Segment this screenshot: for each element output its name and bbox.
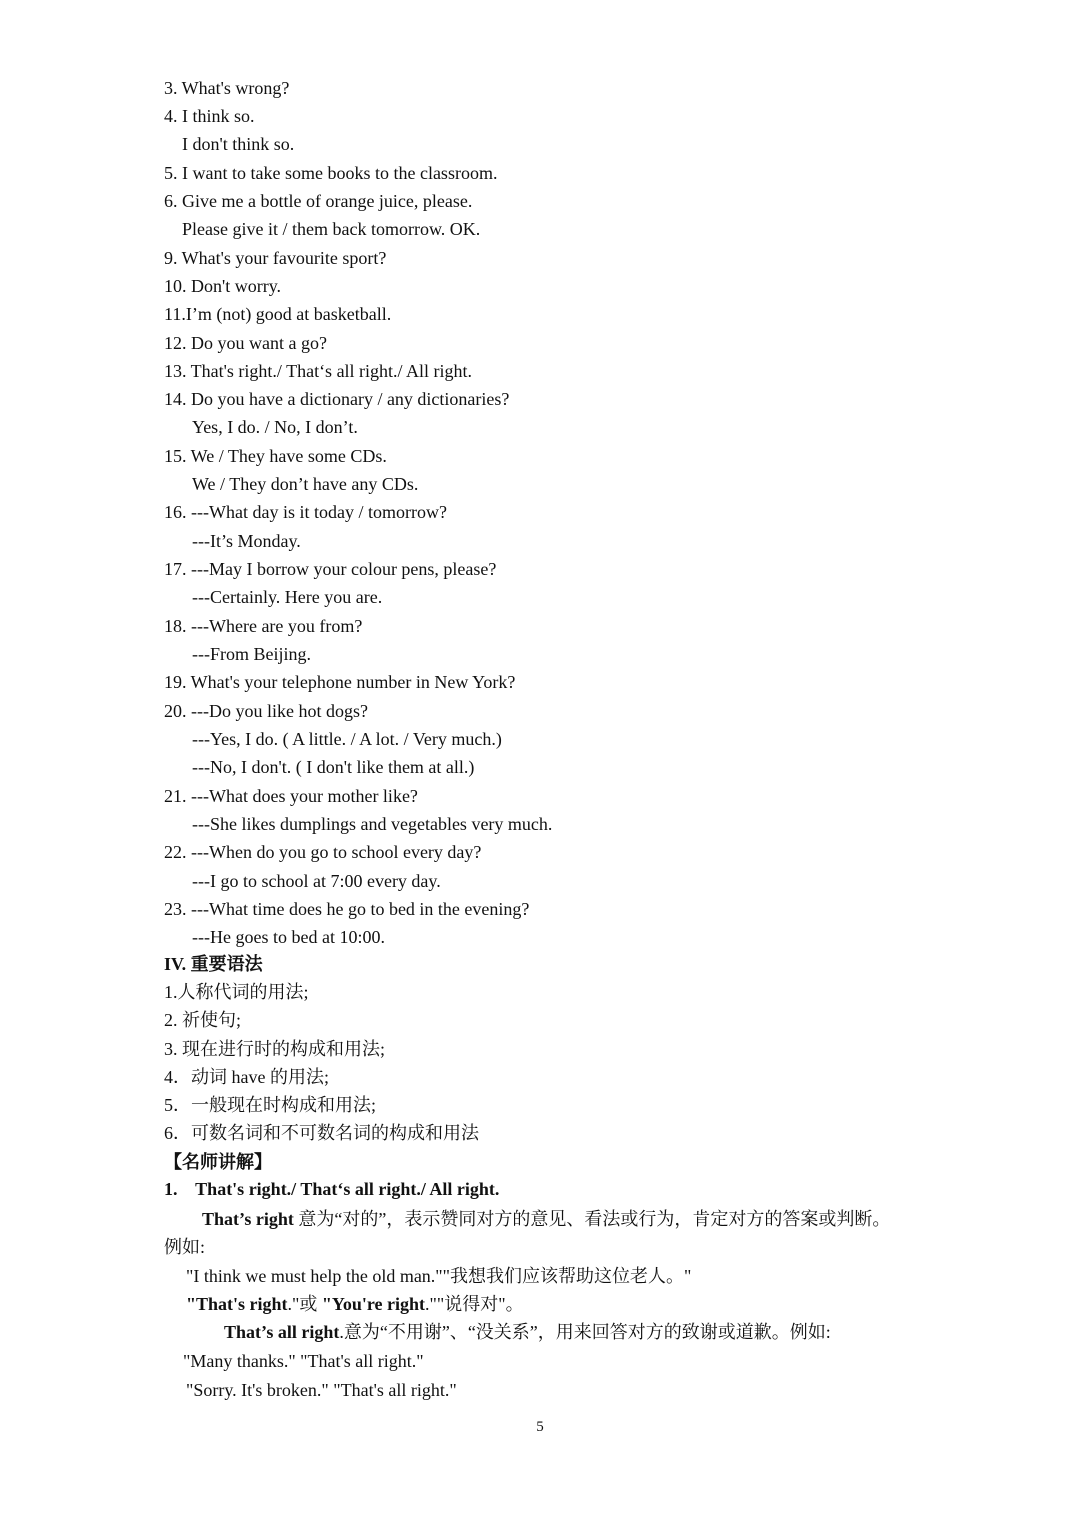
example-bold: "That's right (186, 1294, 288, 1314)
dialogue-line: 13. That's right./ That‘s all right./ All right. (164, 361, 473, 381)
dialogue-line: 6. Give me a bottle of orange juice, please. (164, 191, 473, 211)
term-thats-all-right: That’s all right (224, 1322, 340, 1342)
explanation-paragraph-1 (202, 1205, 890, 1233)
grammar-item: 4．动词 have 的用法; (164, 1067, 329, 1087)
example-sentence: "Many thanks." "That's all right." (183, 1351, 424, 1371)
term-thats-right: That’s right (202, 1209, 294, 1229)
dialogue-line: ---Yes, I do. ( A little. / A lot. / Very much.) (192, 729, 502, 749)
teacher-heading: 【名师讲解】 (164, 1152, 272, 1172)
dialogue-line: 16. ---What day is it today / tomorrow? (164, 502, 447, 522)
example-sentence (186, 1290, 524, 1318)
example-text: .""说得对"。 (425, 1294, 524, 1314)
dialogue-line: 21. ---What does your mother like? (164, 786, 418, 806)
dialogue-line: I don't think so. (182, 134, 295, 154)
dialogue-line: 22. ---When do you go to school every day? (164, 842, 482, 862)
dialogue-line: 20. ---Do you like hot dogs? (164, 701, 368, 721)
point-1-title: 1. That's right./ That‘s all right./ All right. (164, 1179, 500, 1199)
grammar-item: 3. 现在进行时的构成和用法; (164, 1039, 385, 1059)
dialogue-line: 11.I’m (not) good at basketball. (164, 304, 392, 324)
example-bold: "You're right (321, 1294, 426, 1314)
dialogue-line: 19. What's your telephone number in New York? (164, 672, 516, 692)
page-number: 5 (536, 1419, 544, 1435)
dialogue-line: 5. I want to take some books to the classroom. (164, 163, 498, 183)
dialogue-line: We / They don’t have any CDs. (192, 474, 419, 494)
dialogue-line: 23. ---What time does he go to bed in the evening? (164, 899, 530, 919)
dialogue-line: 3. What's wrong? (164, 78, 290, 98)
dialogue-line: Please give it / them back tomorrow. OK. (182, 219, 481, 239)
dialogue-line: ---He goes to bed at 10:00. (192, 927, 385, 947)
grammar-item: 5．一般现在时构成和用法; (164, 1095, 376, 1115)
dialogue-line: 4. I think so. (164, 106, 255, 126)
dialogue-line: ---Certainly. Here you are. (192, 587, 383, 607)
explanation-continued: 例如: (164, 1237, 206, 1257)
grammar-item: 2. 祈使句; (164, 1010, 242, 1030)
dialogue-line: ---From Beijing. (192, 644, 311, 664)
explanation-text: .意为“不用谢”、“没关系”，用来回答对方的致谢或道歉。例如: (339, 1322, 831, 1342)
grammar-heading: IV. 重要语法 (164, 954, 263, 974)
grammar-item: 6．可数名词和不可数名词的构成和用法 (164, 1123, 479, 1143)
dialogue-line: 15. We / They have some CDs. (164, 446, 387, 466)
dialogue-line: 10. Don't worry. (164, 276, 282, 296)
dialogue-line: ---I go to school at 7:00 every day. (192, 871, 441, 891)
dialogue-line: 17. ---May I borrow your colour pens, please? (164, 559, 497, 579)
explanation-paragraph-2 (224, 1318, 831, 1346)
example-sentence: "Sorry. It's broken." "That's all right." (186, 1380, 457, 1400)
dialogue-line: 14. Do you have a dictionary / any dictionaries? (164, 389, 510, 409)
dialogue-line: 12. Do you want a go? (164, 333, 327, 353)
dialogue-line: ---It’s Monday. (192, 531, 301, 551)
dialogue-line: 9. What's your favourite sport? (164, 248, 387, 268)
example-sentence: "I think we must help the old man.""我想我们应该帮助这位老人。" (186, 1266, 692, 1286)
dialogue-line: Yes, I do. / No, I don’t. (192, 417, 358, 437)
dialogue-line: ---She likes dumplings and vegetables very much. (192, 814, 553, 834)
dialogue-line: ---No, I don't. ( I don't like them at all.) (192, 757, 475, 777)
example-text: ."或 (287, 1294, 322, 1314)
explanation-text: 意为“对的”，表示赞同对方的意见、看法或行为，肯定对方的答案或判断。 (293, 1209, 891, 1229)
grammar-item: 1.人称代词的用法; (164, 982, 309, 1002)
dialogue-line: 18. ---Where are you from? (164, 616, 363, 636)
